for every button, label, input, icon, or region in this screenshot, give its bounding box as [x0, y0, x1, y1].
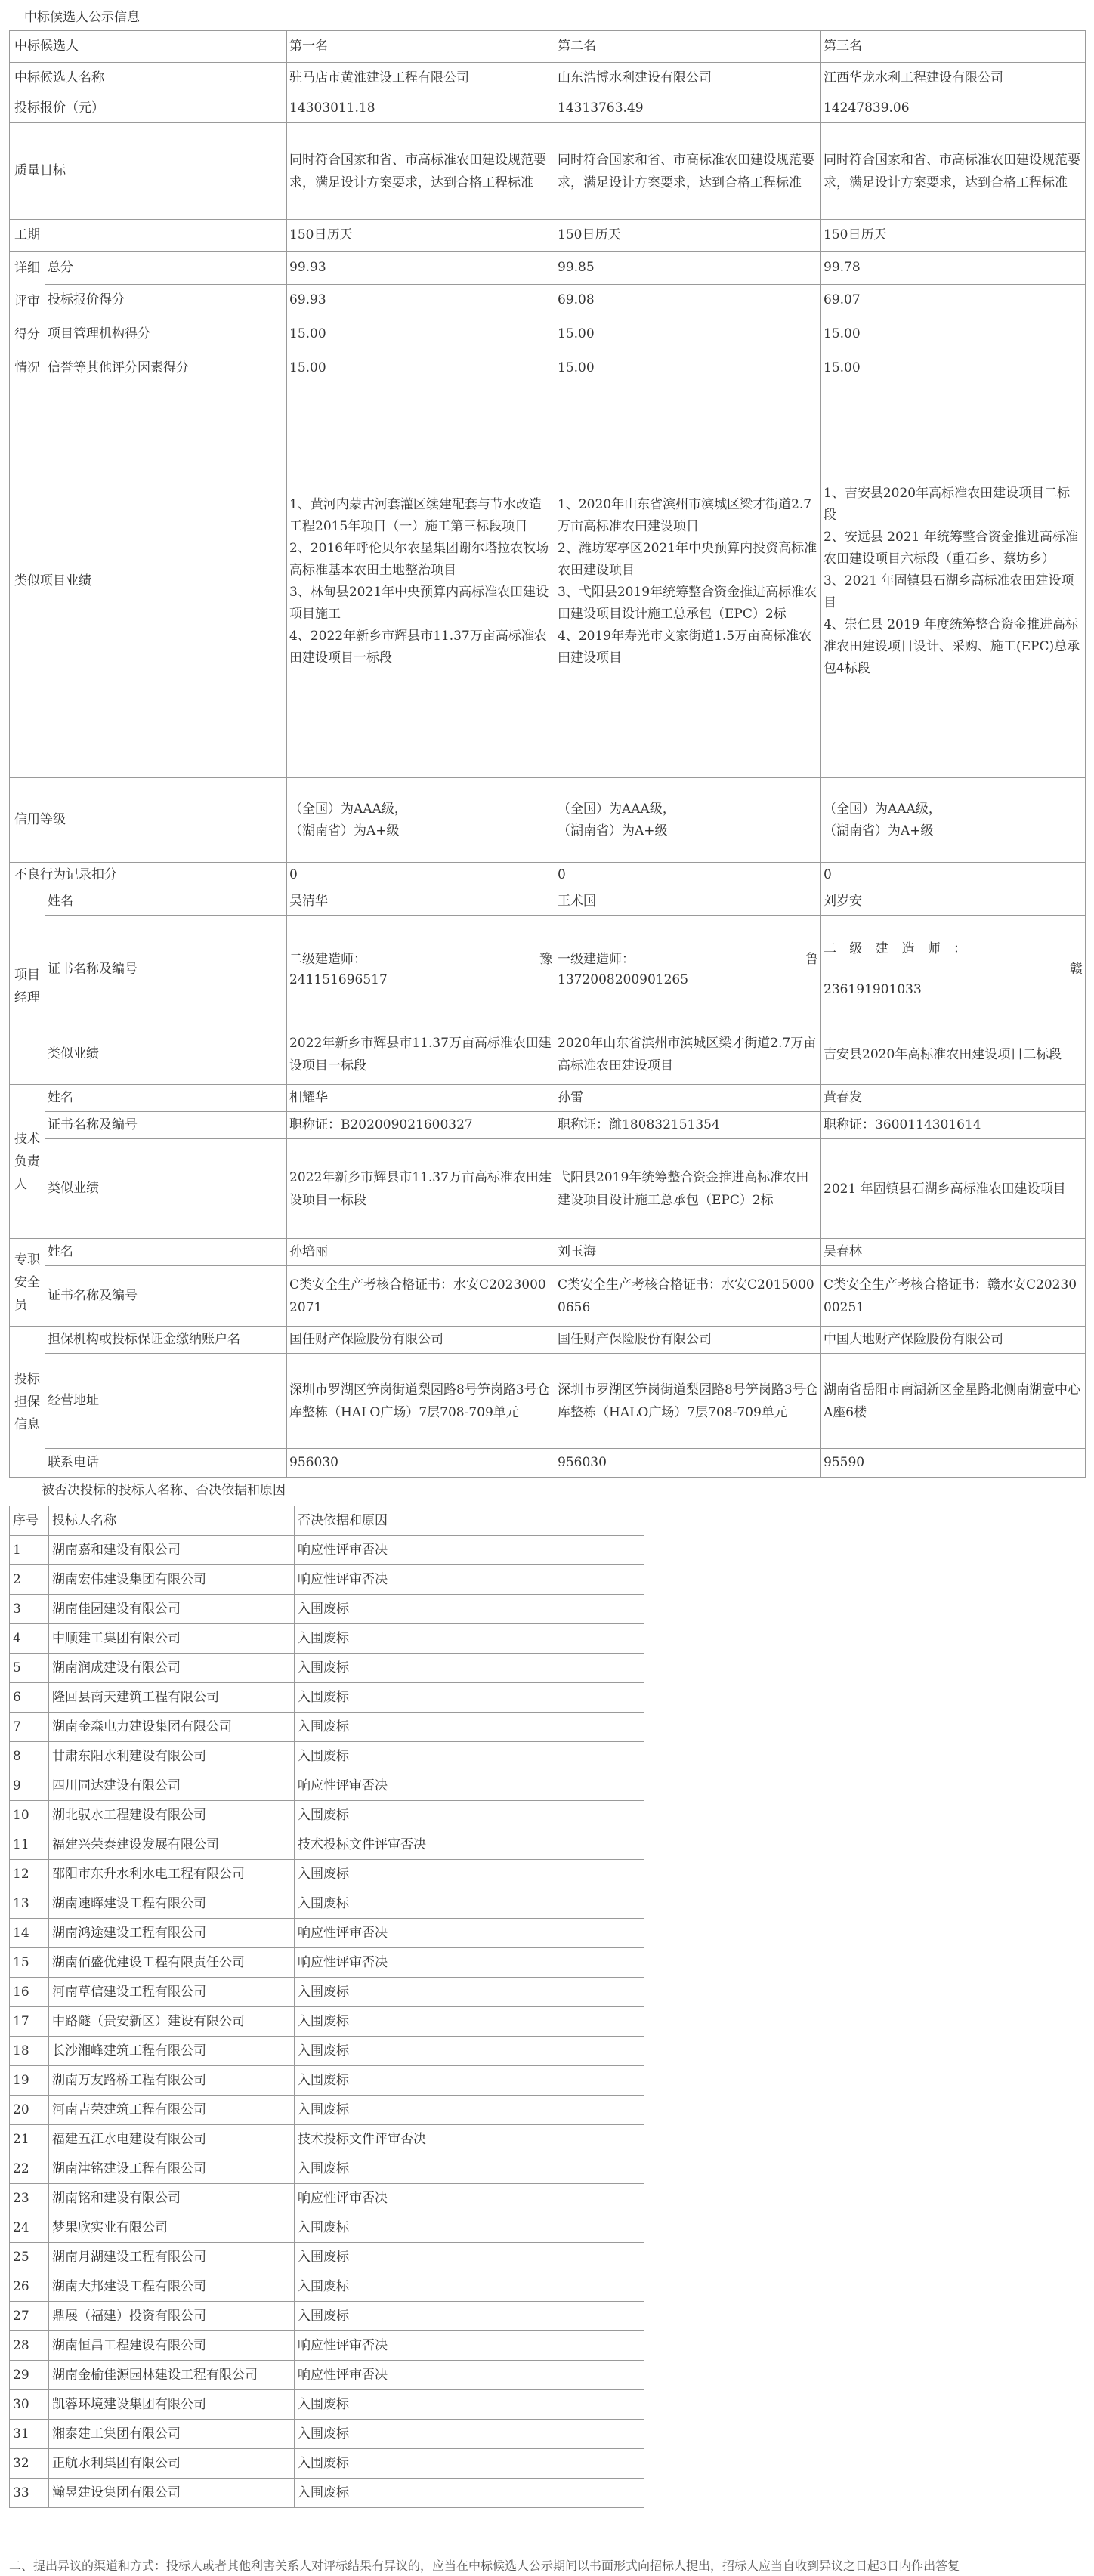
rank-1: 第一名	[287, 31, 555, 63]
table-row	[10, 2037, 644, 2066]
score-label-credit: 信誉等其他评分因素得分	[45, 351, 287, 385]
row-index: 26	[10, 2272, 49, 2302]
table-row	[10, 1624, 644, 1654]
table-row	[10, 2449, 644, 2479]
row-reason: 入围废标	[295, 1860, 644, 1889]
row-reason: 入围废标	[295, 2243, 644, 2272]
row-pm-perf	[10, 1024, 1086, 1085]
score-label-price: 投标报价得分	[45, 284, 287, 317]
pm-cert-3-num: 236191901033	[824, 982, 922, 997]
table-row	[10, 2390, 644, 2420]
label-period: 工期	[10, 220, 287, 252]
table-row	[10, 2272, 644, 2302]
row-index: 33	[10, 2479, 49, 2508]
label-credit: 信用等级	[10, 778, 287, 863]
row-bidder-name: 长沙湘峰建筑工程有限公司	[49, 2037, 295, 2066]
guar-acct-2: 国任财产保险股份有限公司	[555, 1327, 821, 1354]
score-label-total: 总分	[45, 252, 287, 285]
row-safety-cert	[10, 1266, 1086, 1327]
safety-name-3: 吴春林	[821, 1239, 1086, 1266]
row-bidder-name: 湖南月湖建设工程有限公司	[49, 2243, 295, 2272]
row-bidder-name: 邵阳市东升水利水电工程有限公司	[49, 1860, 295, 1889]
pm-cert-2-num: 1372008200901265	[558, 971, 689, 987]
row-index: 30	[10, 2390, 49, 2420]
row-reason: 入围废标	[295, 2390, 644, 2420]
row-reason: 入围废标	[295, 1595, 644, 1624]
table-row	[10, 1683, 644, 1713]
row-bidder-name: 正航水利集团有限公司	[49, 2449, 295, 2479]
row-score-mgmt	[10, 317, 1086, 351]
row-score-credit	[10, 351, 1086, 385]
similar-1-item: 1、黄河内蒙古河套灌区续建配套与节水改造工程2015年项目（一）施工第三标段项目	[289, 496, 542, 534]
similar-2-item: 3、弋阳县2019年统筹整合资金推进高标准农田建设项目设计施工总承包（EPC）2标	[558, 584, 817, 622]
row-reason: 入围废标	[295, 2096, 644, 2125]
row-tech-cert	[10, 1112, 1086, 1139]
col-header-bidder: 投标人名称	[49, 1506, 295, 1536]
row-index: 20	[10, 2096, 49, 2125]
row-bidder-name: 凯蓉环境建设集团有限公司	[49, 2390, 295, 2420]
row-bidder-name: 湖南宏伟建设集团有限公司	[49, 1565, 295, 1595]
score-credit-3: 15.00	[821, 351, 1086, 385]
table-row	[10, 2361, 644, 2390]
row-index: 14	[10, 1919, 49, 1948]
score-credit-1: 15.00	[287, 351, 555, 385]
candidates-table	[9, 30, 1086, 1478]
guar-tel-2: 956030	[555, 1449, 821, 1478]
credit-1-national: （全国）为AAA级，	[289, 801, 407, 817]
table-row	[10, 2125, 644, 2154]
col-header-index: 序号	[10, 1506, 49, 1536]
quality-3: 同时符合国家和省、市高标准农田建设规范要求，满足设计方案要求，达到合格工程标准	[821, 123, 1086, 220]
table-row	[10, 1713, 644, 1742]
row-guar-addr	[10, 1354, 1086, 1449]
row-reason: 入围废标	[295, 1742, 644, 1771]
label-score: 详细评审得分情况	[10, 252, 45, 385]
row-index: 15	[10, 1948, 49, 1978]
tech-perf-2: 弋阳县2019年统筹整合资金推进高标准农田建设项目设计施工总承包（EPC）2标	[555, 1139, 821, 1239]
row-bidder-name: 湖南铭和建设有限公司	[49, 2184, 295, 2213]
score-mgmt-1: 15.00	[287, 317, 555, 351]
similar-1-item: 2、2016年呼伦贝尔农垦集团谢尔塔拉农牧场高标准基本农田土地整治项目	[289, 540, 549, 578]
table-row	[10, 2096, 644, 2125]
guar-addr-label: 经营地址	[45, 1354, 287, 1449]
credit-3-province: （湖南省）为A+级	[824, 823, 934, 839]
row-reason: 响应性评审否决	[295, 1771, 644, 1801]
row-bidder-name: 福建兴荣泰建设发展有限公司	[49, 1830, 295, 1860]
name-3: 江西华龙水利工程建设有限公司	[821, 63, 1086, 94]
pm-perf-label: 类似业绩	[45, 1024, 287, 1085]
label-guar: 投标担保信息	[10, 1327, 45, 1478]
table-row	[10, 1654, 644, 1683]
guar-tel-3: 95590	[821, 1449, 1086, 1478]
name-1: 驻马店市黄淮建设工程有限公司	[287, 63, 555, 94]
similar-3-item: 4、崇仁县 2019 年度统筹整合资金推进高标准农田建设项目设计、采购、施工(EPC)总承包4标段	[824, 617, 1080, 676]
bad-2: 0	[555, 863, 821, 888]
row-reason: 入围废标	[295, 2037, 644, 2066]
row-index: 13	[10, 1889, 49, 1919]
row-pm-name	[10, 888, 1086, 916]
pm-cert-3-region: 赣	[1070, 962, 1083, 977]
period-3: 150日历天	[821, 220, 1086, 252]
row-index: 32	[10, 2449, 49, 2479]
tech-name-label: 姓名	[45, 1085, 287, 1112]
price-2: 14313763.49	[555, 94, 821, 123]
row-index: 22	[10, 2154, 49, 2184]
row-bidder-name: 瀚昱建设集团有限公司	[49, 2479, 295, 2508]
row-bidder-name: 福建五江水电建设有限公司	[49, 2125, 295, 2154]
score-mgmt-2: 15.00	[555, 317, 821, 351]
row-index: 19	[10, 2066, 49, 2096]
score-mgmt-3: 15.00	[821, 317, 1086, 351]
similar-1-item: 3、林甸县2021年中央预算内高标准农田建设项目施工	[289, 584, 549, 622]
table-row	[10, 1948, 644, 1978]
row-reason: 入围废标	[295, 1713, 644, 1742]
row-bidder-name: 湘泰建工集团有限公司	[49, 2420, 295, 2449]
credit-1-province: （湖南省）为A+级	[289, 823, 400, 839]
tech-cert-2: 职称证：潍180832151354	[555, 1112, 821, 1139]
table-row	[10, 2007, 644, 2037]
row-reason: 入围废标	[295, 2449, 644, 2479]
row-bidder-name: 湖北驭水工程建设有限公司	[49, 1801, 295, 1830]
table-row	[10, 2302, 644, 2331]
label-tech: 技术负责人	[10, 1085, 45, 1239]
table-row	[10, 1860, 644, 1889]
row-reason: 入围废标	[295, 2272, 644, 2302]
row-credit	[10, 778, 1086, 863]
row-reason: 入围废标	[295, 1978, 644, 2007]
guar-acct-3: 中国大地财产保险股份有限公司	[821, 1327, 1086, 1354]
pm-perf-2: 2020年山东省滨州市滨城区梁才街道2.7万亩高标准农田建设项目	[555, 1024, 821, 1085]
safety-name-label: 姓名	[45, 1239, 287, 1266]
row-reason: 入围废标	[295, 2154, 644, 2184]
row-index: 18	[10, 2037, 49, 2066]
table-row	[10, 1565, 644, 1595]
row-reason: 入围废标	[295, 1683, 644, 1713]
row-bidder-name: 隆回县南天建筑工程有限公司	[49, 1683, 295, 1713]
row-bidder-name: 梦果欣实业有限公司	[49, 2213, 295, 2243]
label-candidate: 中标候选人	[10, 31, 287, 63]
safety-cert-2: C类安全生产考核合格证书：水安C20150000656	[555, 1266, 821, 1327]
bad-3: 0	[821, 863, 1086, 888]
table-row	[10, 1889, 644, 1919]
guar-addr-1: 深圳市罗湖区笋岗街道梨园路8号笋岗路3号仓库整栋（HALO广场）7层708-709单元	[287, 1354, 555, 1449]
table-row	[10, 1919, 644, 1948]
row-index: 17	[10, 2007, 49, 2037]
row-bidder-name: 湖南鸿途建设工程有限公司	[49, 1919, 295, 1948]
row-score-total	[10, 252, 1086, 285]
table-row	[10, 1536, 644, 1565]
tech-perf-label: 类似业绩	[45, 1139, 287, 1239]
table-row	[10, 1801, 644, 1830]
row-bidder-name: 湖南佰盛优建设工程有限责任公司	[49, 1948, 295, 1978]
table-row	[10, 2243, 644, 2272]
label-price: 投标报价（元）	[10, 94, 287, 123]
pm-cert-1-type: 二级建造师：	[289, 951, 366, 967]
row-reason: 响应性评审否决	[295, 1565, 644, 1595]
row-index: 29	[10, 2361, 49, 2390]
row-reason: 响应性评审否决	[295, 1948, 644, 1978]
score-total-3: 99.78	[821, 252, 1086, 285]
score-price-3: 69.07	[821, 284, 1086, 317]
row-bidder-name: 湖南津铭建设工程有限公司	[49, 2154, 295, 2184]
period-2: 150日历天	[555, 220, 821, 252]
row-bad	[10, 863, 1086, 888]
row-reason: 响应性评审否决	[295, 2184, 644, 2213]
rejected-header-row	[10, 1506, 644, 1536]
table-row	[10, 2420, 644, 2449]
pm-name-3: 刘岁安	[821, 888, 1086, 916]
row-price	[10, 94, 1086, 123]
row-reason: 技术投标文件评审否决	[295, 2125, 644, 2154]
row-reason: 入围废标	[295, 1654, 644, 1683]
table-row	[10, 1830, 644, 1860]
row-index: 10	[10, 1801, 49, 1830]
pm-name-label: 姓名	[45, 888, 287, 916]
guar-acct-1: 国任财产保险股份有限公司	[287, 1327, 555, 1354]
row-index: 2	[10, 1565, 49, 1595]
row-reason: 响应性评审否决	[295, 2361, 644, 2390]
row-reason: 入围废标	[295, 1801, 644, 1830]
row-index: 31	[10, 2420, 49, 2449]
row-index: 16	[10, 1978, 49, 2007]
row-similar	[10, 385, 1086, 778]
similar-3-item: 2、安远县 2021 年统筹整合资金推进高标准农田建设项目六标段（重石乡、蔡坊乡）	[824, 530, 1078, 567]
row-reason: 入围废标	[295, 2420, 644, 2449]
table-row	[10, 1742, 644, 1771]
pm-cert-1-region: 豫	[539, 951, 552, 967]
row-name	[10, 63, 1086, 94]
row-reason: 入围废标	[295, 2479, 644, 2508]
row-index: 25	[10, 2243, 49, 2272]
row-reason: 响应性评审否决	[295, 2331, 644, 2361]
rank-3: 第三名	[821, 31, 1086, 63]
row-index: 4	[10, 1624, 49, 1654]
tech-perf-3: 2021 年固镇县石湖乡高标准农田建设项目	[821, 1139, 1086, 1239]
row-bidder-name: 湖南润成建设有限公司	[49, 1654, 295, 1683]
table-row	[10, 1978, 644, 2007]
table-row	[10, 2213, 644, 2243]
score-total-1: 99.93	[287, 252, 555, 285]
row-guar-tel	[10, 1449, 1086, 1478]
tech-cert-label: 证书名称及编号	[45, 1112, 287, 1139]
price-1: 14303011.18	[287, 94, 555, 123]
similar-3-item: 3、2021 年固镇县石湖乡高标准农田建设项目	[824, 573, 1074, 610]
row-reason: 入围废标	[295, 2302, 644, 2331]
safety-cert-1: C类安全生产考核合格证书：水安C20230002071	[287, 1266, 555, 1327]
pm-name-2: 王术国	[555, 888, 821, 916]
col-header-reason: 否决依据和原因	[295, 1506, 644, 1536]
row-reason: 响应性评审否决	[295, 1536, 644, 1565]
table-row	[10, 2331, 644, 2361]
pm-cert-1-num: 241151696517	[289, 971, 388, 987]
tech-cert-1: 职称证：B202009021600327	[287, 1112, 555, 1139]
credit-3	[821, 778, 1086, 863]
pm-cert-3-type: 二 级 建 造 师 ：	[824, 941, 972, 956]
section-title-rejected: 被否决投标的投标人名称、否决依据和原因	[42, 1483, 286, 1498]
guar-acct-label: 担保机构或投标保证金缴纳账户名	[45, 1327, 287, 1354]
label-pm: 项目经理	[10, 888, 45, 1085]
safety-name-2: 刘玉海	[555, 1239, 821, 1266]
label-name: 中标候选人名称	[10, 63, 287, 94]
credit-2-national: （全国）为AAA级，	[558, 801, 675, 817]
bad-1: 0	[287, 863, 555, 888]
guar-addr-2: 深圳市罗湖区笋岗街道梨园路8号笋岗路3号仓库整栋（HALO广场）7层708-709单元	[555, 1354, 821, 1449]
table-row	[10, 1771, 644, 1801]
score-label-mgmt: 项目管理机构得分	[45, 317, 287, 351]
section-title-candidates: 中标候选人公示信息	[24, 10, 140, 25]
similar-3	[821, 385, 1086, 778]
similar-1	[287, 385, 555, 778]
row-reason: 入围废标	[295, 1889, 644, 1919]
name-2: 山东浩博水利建设有限公司	[555, 63, 821, 94]
row-quality	[10, 123, 1086, 220]
row-bidder-name: 湖南佳园建设有限公司	[49, 1595, 295, 1624]
guar-tel-label: 联系电话	[45, 1449, 287, 1478]
row-bidder-name: 湖南金森电力建设集团有限公司	[49, 1713, 295, 1742]
table-row	[10, 2154, 644, 2184]
row-reason: 入围废标	[295, 2213, 644, 2243]
quality-1: 同时符合国家和省、市高标准农田建设规范要求，满足设计方案要求，达到合格工程标准	[287, 123, 555, 220]
credit-3-national: （全国）为AAA级，	[824, 801, 941, 817]
similar-2-item: 1、2020年山东省滨州市滨城区梁才街道2.7万亩高标准农田建设项目	[558, 496, 812, 534]
pm-perf-1: 2022年新乡市辉县市11.37万亩高标准农田建设项目一标段	[287, 1024, 555, 1085]
row-bidder-name: 中顺建工集团有限公司	[49, 1624, 295, 1654]
row-bidder-name: 河南草信建设工程有限公司	[49, 1978, 295, 2007]
rank-2: 第二名	[555, 31, 821, 63]
row-index: 1	[10, 1536, 49, 1565]
guar-tel-1: 956030	[287, 1449, 555, 1478]
row-index: 27	[10, 2302, 49, 2331]
row-index: 21	[10, 2125, 49, 2154]
similar-2	[555, 385, 821, 778]
guar-addr-3: 湖南省岳阳市南湖新区金星路北侧南湖壹中心A座6楼	[821, 1354, 1086, 1449]
row-bidder-name: 湖南恒昌工程建设有限公司	[49, 2331, 295, 2361]
row-safety-name	[10, 1239, 1086, 1266]
row-tech-name	[10, 1085, 1086, 1112]
row-index: 3	[10, 1595, 49, 1624]
row-index: 23	[10, 2184, 49, 2213]
pm-cert-2	[555, 916, 821, 1024]
tech-name-1: 相耀华	[287, 1085, 555, 1112]
row-bidder-name: 中路隧（贵安新区）建设有限公司	[49, 2007, 295, 2037]
row-bidder-name: 湖南嘉和建设有限公司	[49, 1536, 295, 1565]
price-3: 14247839.06	[821, 94, 1086, 123]
tech-perf-1: 2022年新乡市辉县市11.37万亩高标准农田建设项目一标段	[287, 1139, 555, 1239]
row-index: 28	[10, 2331, 49, 2361]
table-row	[10, 2066, 644, 2096]
row-header	[10, 31, 1086, 63]
row-bidder-name: 湖南金榆佳源园林建设工程有限公司	[49, 2361, 295, 2390]
row-reason: 入围废标	[295, 2066, 644, 2096]
similar-3-item: 1、吉安县2020年高标准农田建设项目二标段	[824, 486, 1071, 523]
label-similar: 类似项目业绩	[10, 385, 287, 778]
safety-cert-3: C类安全生产考核合格证书：赣水安C2023000251	[821, 1266, 1086, 1327]
row-reason: 响应性评审否决	[295, 1919, 644, 1948]
score-price-1: 69.93	[287, 284, 555, 317]
quality-2: 同时符合国家和省、市高标准农田建设规范要求，满足设计方案要求，达到合格工程标准	[555, 123, 821, 220]
pm-cert-label: 证书名称及编号	[45, 916, 287, 1024]
pm-cert-2-type: 一级建造师：	[558, 951, 635, 967]
row-index: 5	[10, 1654, 49, 1683]
row-guar-acct	[10, 1327, 1086, 1354]
pm-perf-3: 吉安县2020年高标准农田建设项目二标段	[821, 1024, 1086, 1085]
similar-2-item: 2、潍坊寒亭区2021年中央预算内投资高标准农田建设项目	[558, 540, 817, 578]
similar-2-item: 4、2019年寿光市文家街道1.5万亩高标准农田建设项目	[558, 628, 812, 666]
period-1: 150日历天	[287, 220, 555, 252]
score-price-2: 69.08	[555, 284, 821, 317]
safety-cert-label: 证书名称及编号	[45, 1266, 287, 1327]
row-index: 7	[10, 1713, 49, 1742]
row-reason: 入围废标	[295, 2007, 644, 2037]
safety-name-1: 孙培丽	[287, 1239, 555, 1266]
row-period	[10, 220, 1086, 252]
row-index: 9	[10, 1771, 49, 1801]
label-quality: 质量目标	[10, 123, 287, 220]
row-index: 12	[10, 1860, 49, 1889]
table-row	[10, 2479, 644, 2508]
credit-2-province: （湖南省）为A+级	[558, 823, 668, 839]
row-index: 6	[10, 1683, 49, 1713]
row-bidder-name: 湖南速晖建设工程有限公司	[49, 1889, 295, 1919]
tech-cert-3: 职称证：3600114301614	[821, 1112, 1086, 1139]
credit-2	[555, 778, 821, 863]
row-reason: 入围废标	[295, 1624, 644, 1654]
table-row	[10, 2184, 644, 2213]
row-bidder-name: 湖南万友路桥工程有限公司	[49, 2066, 295, 2096]
row-index: 11	[10, 1830, 49, 1860]
row-bidder-name: 湖南大邦建设工程有限公司	[49, 2272, 295, 2302]
label-safety: 专职安全员	[10, 1239, 45, 1327]
tech-name-3: 黄春发	[821, 1085, 1086, 1112]
row-bidder-name: 甘肃东阳水利建设有限公司	[49, 1742, 295, 1771]
similar-1-item: 4、2022年新乡市辉县市11.37万亩高标准农田建设项目一标段	[289, 628, 547, 666]
row-pm-cert	[10, 916, 1086, 1024]
credit-1	[287, 778, 555, 863]
rejected-table	[9, 1506, 644, 2508]
tech-name-2: 孙雷	[555, 1085, 821, 1112]
pm-name-1: 吴清华	[287, 888, 555, 916]
row-bidder-name: 河南吉荣建筑工程有限公司	[49, 2096, 295, 2125]
pm-cert-3	[821, 916, 1086, 1024]
score-total-2: 99.85	[555, 252, 821, 285]
row-score-price	[10, 284, 1086, 317]
footer-text: 二、提出异议的渠道和方式：投标人或者其他利害关系人对评标结果有异议的，应当在中标候选人公示期间以书面形式向招标人提出，招标人应当自收到异议之日起3日内作出答复	[9, 2559, 960, 2573]
table-row	[10, 1595, 644, 1624]
pm-cert-2-region: 鲁	[805, 951, 818, 967]
row-bidder-name: 鼎展（福建）投资有限公司	[49, 2302, 295, 2331]
score-credit-2: 15.00	[555, 351, 821, 385]
row-tech-perf	[10, 1139, 1086, 1239]
row-bidder-name: 四川同达建设有限公司	[49, 1771, 295, 1801]
label-bad: 不良行为记录扣分	[10, 863, 287, 888]
row-index: 24	[10, 2213, 49, 2243]
row-index: 8	[10, 1742, 49, 1771]
row-reason: 技术投标文件评审否决	[295, 1830, 644, 1860]
pm-cert-1	[287, 916, 555, 1024]
